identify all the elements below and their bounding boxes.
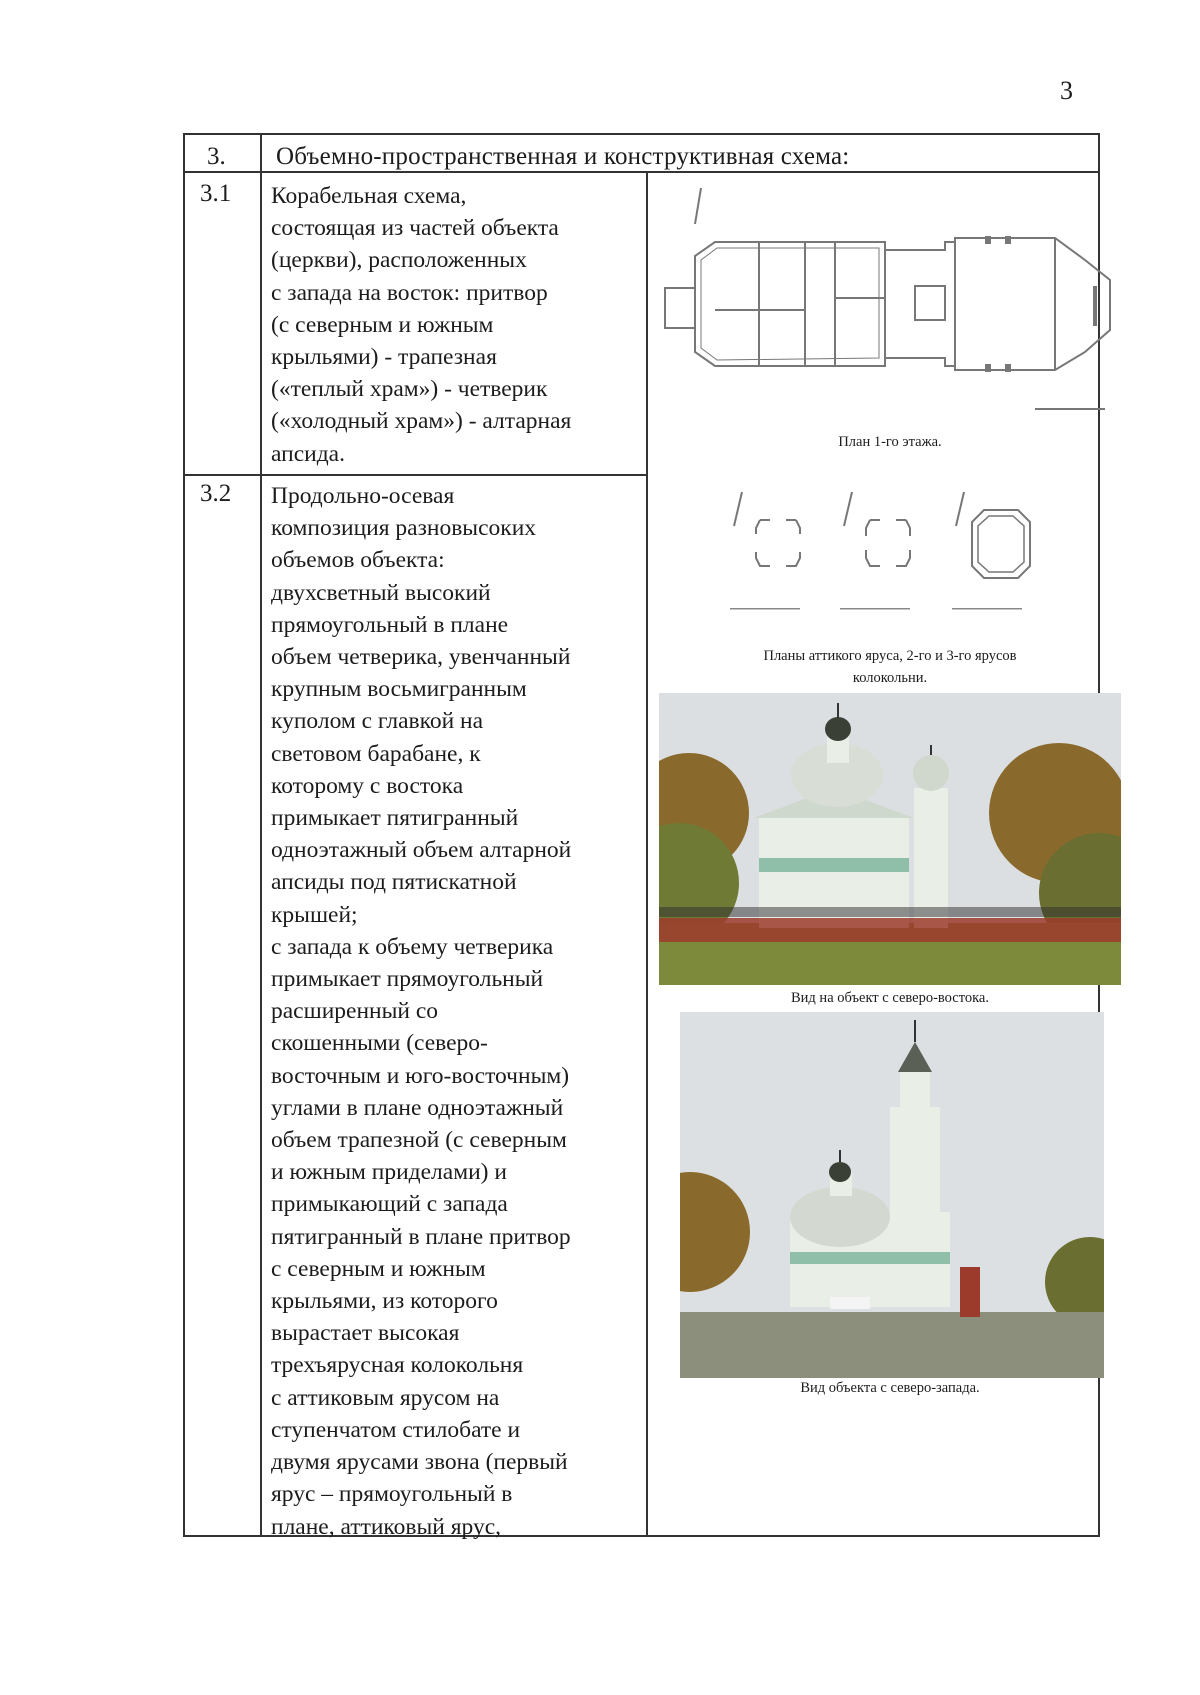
row-number-3-2: 3.2 bbox=[200, 480, 232, 507]
row-3-1-divider bbox=[183, 474, 648, 476]
section-title: Объемно-пространственная и конструктивная схема: bbox=[276, 143, 850, 170]
north-arrow bbox=[695, 188, 701, 224]
photo-northwest-view bbox=[680, 1012, 1104, 1378]
northeast-caption: Вид на объект с северо-востока. bbox=[791, 990, 989, 1006]
row-text-3-2: Продольно-осевая композиция разновысоких объемов объекта: двухсветный высокий прямоугольный в плане объем четверика, увенчанный крупным восьмигранным куполом с главкой на световом барабане, к которому с востока примыкает пятигранный одноэтажный объем алтарной апсиды под пятискатной крышей; с запада к объему четверика примыкает прямоугольный расширенный со скошенными (северо- восточным и юго-восточным) углами в плане одноэтажный объем трапезной (с северным и южным приделами) и примыкающий с запада пятигранный в плане притвор с северным и южным крыльями, из которого вырастает высокая трехъярусная колокольня с аттиковым ярусом на ступенчатом стилобате и двумя ярусами звона (первый ярус – прямоугольный в плане, аттиковый ярус, bbox=[271, 483, 572, 1540]
ground-floor-plan bbox=[655, 180, 1115, 430]
header-row-divider bbox=[183, 171, 1100, 173]
northwest-caption: Вид объекта с северо-запада. bbox=[800, 1380, 980, 1396]
text-column-divider bbox=[646, 171, 648, 1537]
plan-caption: План 1-го этажа. bbox=[838, 434, 942, 450]
photo-northeast-view bbox=[659, 693, 1121, 985]
scale-bar bbox=[1035, 408, 1105, 410]
section-number: 3. bbox=[207, 143, 226, 170]
row-text-3-1: Корабельная схема, состоящая из частей объекта (церкви), расположенных с запада на восток: притвор (с северным и южным крыльями) - трапезная («теплый храм») - четверик («холодный храм») - алтарная апсида. bbox=[271, 183, 572, 467]
tier-plans-caption: Планы аттикого яруса, 2-го и 3-го ярусов колокольни. bbox=[763, 648, 1017, 686]
row-number-3-1: 3.1 bbox=[200, 180, 232, 207]
bell-tower-tier-plans bbox=[690, 480, 1060, 620]
number-column-divider bbox=[260, 133, 262, 1537]
page-number: 3 bbox=[1060, 76, 1073, 105]
